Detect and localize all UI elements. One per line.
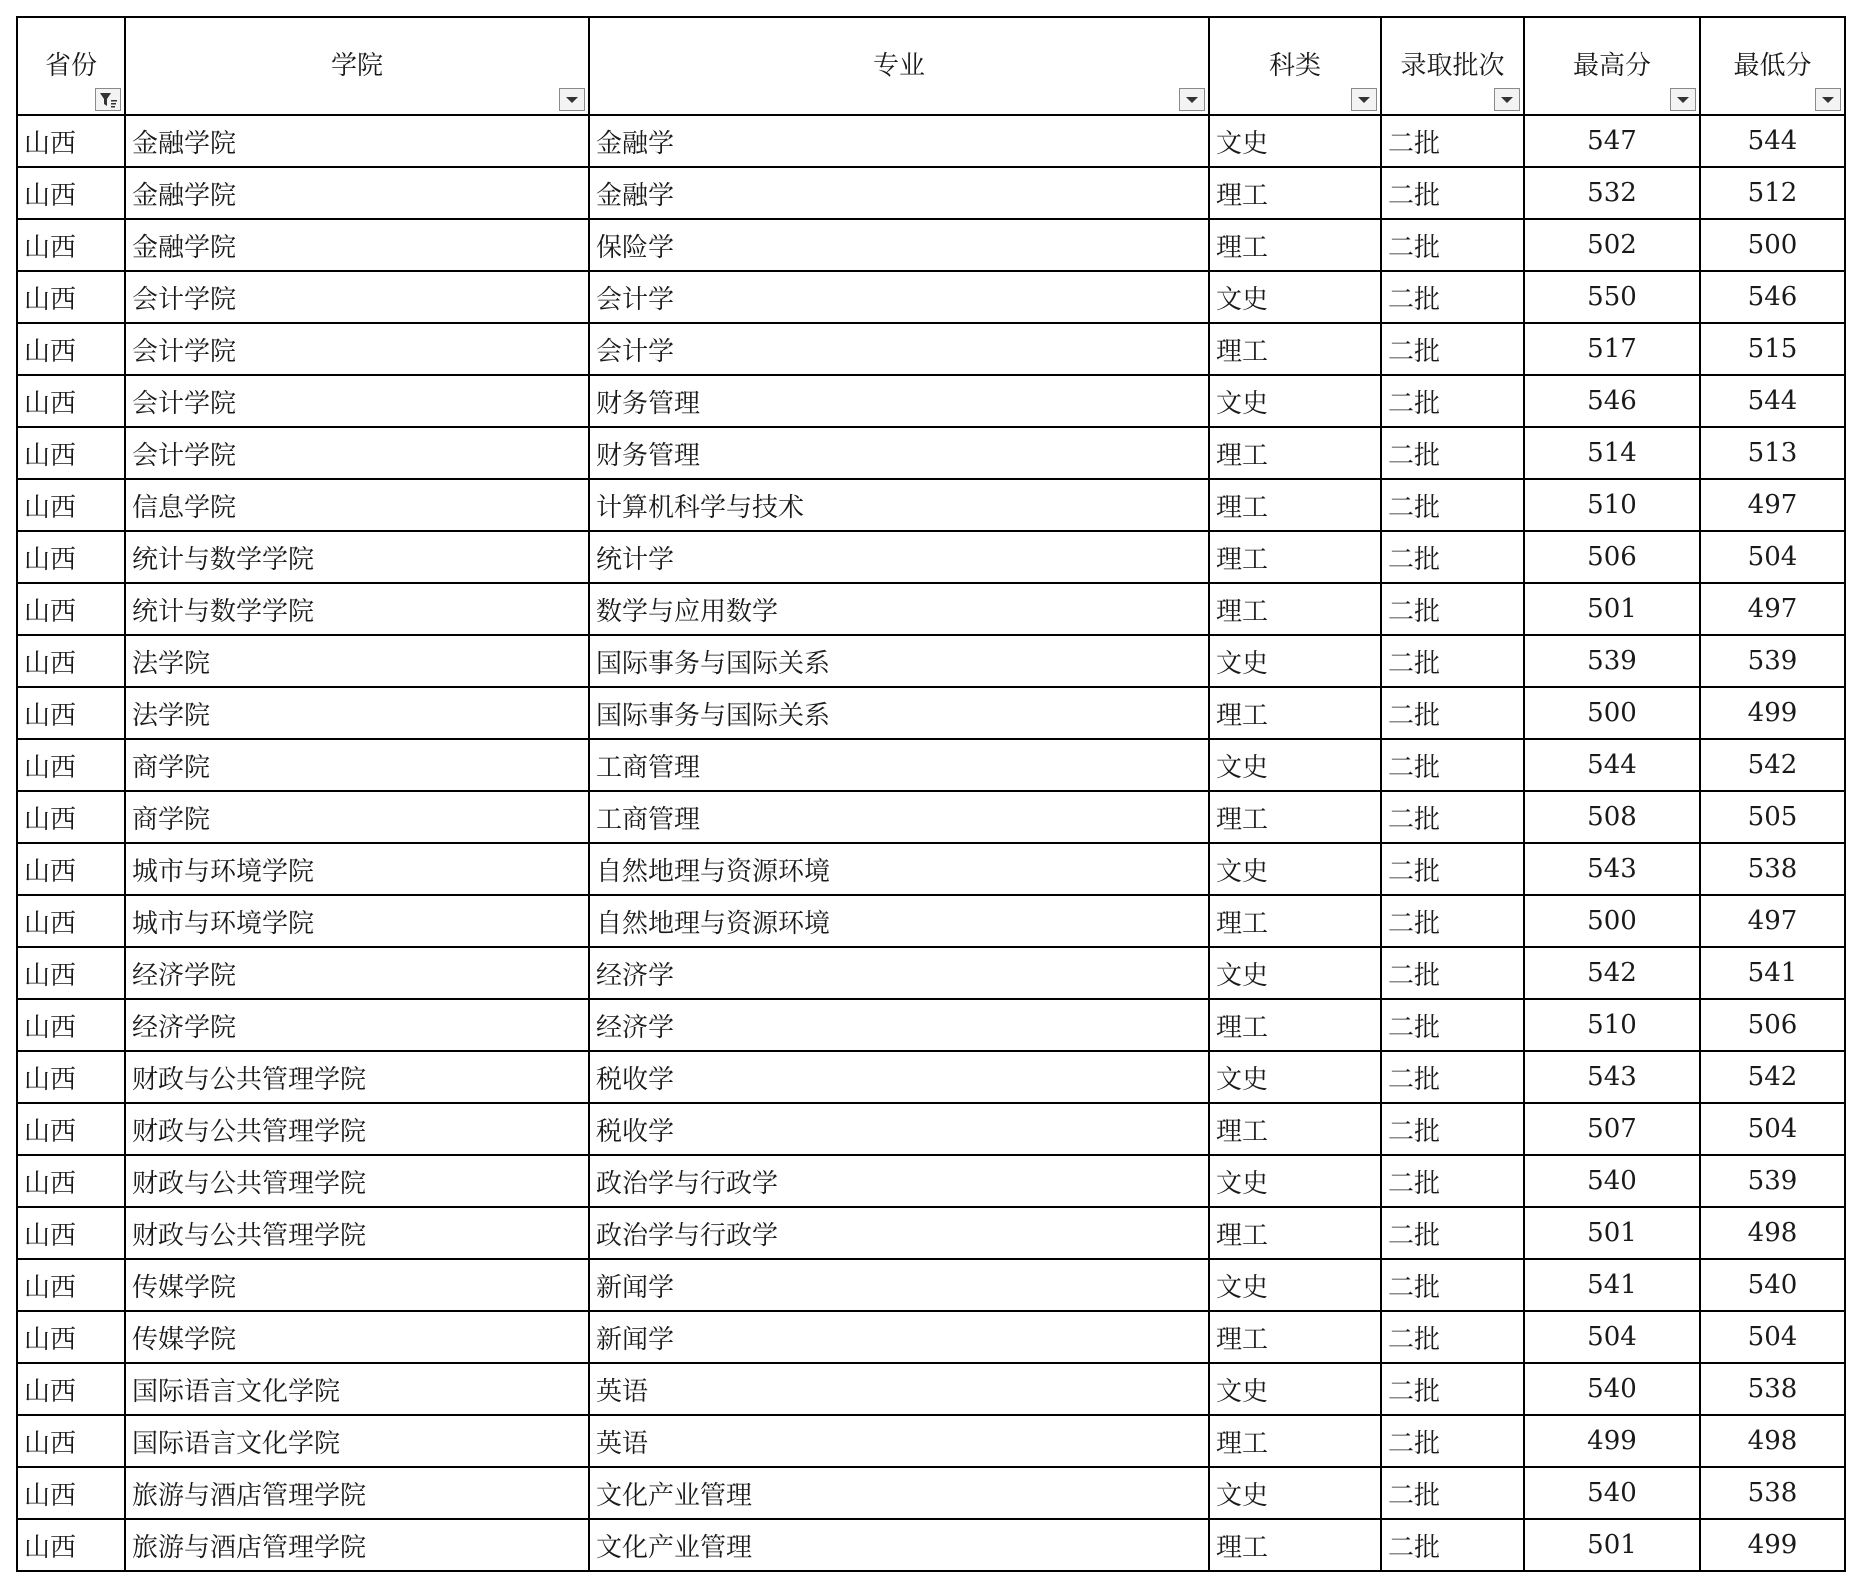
dropdown-arrow-icon (1180, 89, 1204, 110)
dropdown-arrow-icon (560, 89, 584, 110)
cell-min_score[interactable]: 499 (1700, 1519, 1845, 1571)
cell-major[interactable]: 会计学 (589, 271, 1209, 323)
cell-major[interactable]: 财务管理 (589, 427, 1209, 479)
cell-province[interactable]: 山西 (17, 1467, 125, 1519)
table-row (17, 323, 1845, 375)
cell-max_score[interactable]: 501 (1524, 583, 1700, 635)
cell-major[interactable]: 数学与应用数学 (589, 583, 1209, 635)
cell-max_score[interactable]: 510 (1524, 479, 1700, 531)
cell-province[interactable]: 山西 (17, 843, 125, 895)
cell-province[interactable]: 山西 (17, 271, 125, 323)
cell-college[interactable]: 金融学院 (125, 115, 589, 167)
cell-category[interactable]: 文史 (1209, 947, 1381, 999)
cell-max_score[interactable]: 543 (1524, 1051, 1700, 1103)
table-row (17, 1415, 1845, 1467)
cell-major[interactable]: 自然地理与资源环境 (589, 895, 1209, 947)
cell-category[interactable]: 文史 (1209, 1155, 1381, 1207)
cell-min_score[interactable]: 546 (1700, 271, 1845, 323)
cell-min_score[interactable]: 506 (1700, 999, 1845, 1051)
cell-min_score[interactable]: 499 (1700, 687, 1845, 739)
cell-batch[interactable]: 二批 (1381, 687, 1524, 739)
cell-college[interactable]: 财政与公共管理学院 (125, 1051, 589, 1103)
cell-max_score[interactable]: 499 (1524, 1415, 1700, 1467)
cell-min_score[interactable]: 544 (1700, 375, 1845, 427)
cell-category[interactable]: 理工 (1209, 479, 1381, 531)
cell-major[interactable]: 新闻学 (589, 1259, 1209, 1311)
cell-province[interactable]: 山西 (17, 375, 125, 427)
cell-major[interactable]: 新闻学 (589, 1311, 1209, 1363)
cell-min_score[interactable]: 500 (1700, 219, 1845, 271)
table-row (17, 479, 1845, 531)
cell-max_score[interactable]: 532 (1524, 167, 1700, 219)
cell-batch[interactable]: 二批 (1381, 1311, 1524, 1363)
cell-college[interactable]: 法学院 (125, 635, 589, 687)
cell-major[interactable]: 税收学 (589, 1051, 1209, 1103)
cell-major[interactable]: 工商管理 (589, 791, 1209, 843)
cell-max_score[interactable]: 500 (1524, 895, 1700, 947)
cell-batch[interactable]: 二批 (1381, 1519, 1524, 1571)
filter-button-category[interactable] (1351, 88, 1377, 111)
cell-college[interactable]: 金融学院 (125, 167, 589, 219)
column-header-label: 学院 (330, 50, 383, 81)
cell-province[interactable]: 山西 (17, 1207, 125, 1259)
cell-major[interactable]: 经济学 (589, 999, 1209, 1051)
table-row (17, 895, 1845, 947)
cell-province[interactable]: 山西 (17, 1103, 125, 1155)
cell-province[interactable]: 山西 (17, 427, 125, 479)
filter-button-max_score[interactable] (1670, 88, 1696, 111)
cell-major[interactable]: 税收学 (589, 1103, 1209, 1155)
table-row (17, 1051, 1845, 1103)
column-header-label: 科类 (1268, 50, 1321, 81)
table-row (17, 1155, 1845, 1207)
cell-major[interactable]: 工商管理 (589, 739, 1209, 791)
cell-min_score[interactable]: 498 (1700, 1207, 1845, 1259)
cell-max_score[interactable]: 508 (1524, 791, 1700, 843)
cell-min_score[interactable]: 497 (1700, 583, 1845, 635)
cell-batch[interactable]: 二批 (1381, 167, 1524, 219)
cell-max_score[interactable]: 500 (1524, 687, 1700, 739)
cell-category[interactable]: 理工 (1209, 791, 1381, 843)
cell-min_score[interactable]: 538 (1700, 843, 1845, 895)
cell-college[interactable]: 财政与公共管理学院 (125, 1155, 589, 1207)
cell-college[interactable]: 信息学院 (125, 479, 589, 531)
cell-min_score[interactable]: 504 (1700, 1311, 1845, 1363)
column-header-batch (1381, 17, 1524, 115)
cell-min_score[interactable]: 497 (1700, 479, 1845, 531)
cell-batch[interactable]: 二批 (1381, 1467, 1524, 1519)
cell-college[interactable]: 财政与公共管理学院 (125, 1103, 589, 1155)
table-row (17, 739, 1845, 791)
table-row (17, 115, 1845, 167)
cell-max_score[interactable]: 510 (1524, 999, 1700, 1051)
table-row (17, 427, 1845, 479)
cell-max_score[interactable]: 501 (1524, 1519, 1700, 1571)
cell-max_score[interactable]: 506 (1524, 531, 1700, 583)
cell-max_score[interactable]: 547 (1524, 115, 1700, 167)
table-row (17, 947, 1845, 999)
cell-college[interactable]: 统计与数学学院 (125, 531, 589, 583)
filter-button-province[interactable] (95, 88, 121, 111)
column-header-label: 最高分 (1572, 50, 1651, 81)
cell-major[interactable]: 政治学与行政学 (589, 1207, 1209, 1259)
cell-province[interactable]: 山西 (17, 479, 125, 531)
table-row (17, 1467, 1845, 1519)
cell-min_score[interactable]: 540 (1700, 1259, 1845, 1311)
cell-category[interactable]: 文史 (1209, 739, 1381, 791)
column-header-min_score (1700, 17, 1845, 115)
cell-category[interactable]: 理工 (1209, 531, 1381, 583)
cell-max_score[interactable]: 539 (1524, 635, 1700, 687)
cell-category[interactable]: 理工 (1209, 687, 1381, 739)
header-row (17, 17, 1845, 115)
cell-category[interactable]: 理工 (1209, 1103, 1381, 1155)
cell-province[interactable]: 山西 (17, 583, 125, 635)
cell-batch[interactable]: 二批 (1381, 843, 1524, 895)
table-row (17, 687, 1845, 739)
cell-college[interactable]: 经济学院 (125, 999, 589, 1051)
cell-province[interactable]: 山西 (17, 1155, 125, 1207)
column-header-college (125, 17, 589, 115)
cell-batch[interactable]: 二批 (1381, 739, 1524, 791)
cell-college[interactable]: 城市与环境学院 (125, 843, 589, 895)
cell-major[interactable]: 英语 (589, 1363, 1209, 1415)
column-header-label: 省份 (44, 50, 97, 81)
cell-college[interactable]: 国际语言文化学院 (125, 1363, 589, 1415)
cell-min_score[interactable]: 512 (1700, 167, 1845, 219)
cell-category[interactable]: 理工 (1209, 1415, 1381, 1467)
cell-province[interactable]: 山西 (17, 999, 125, 1051)
cell-college[interactable]: 法学院 (125, 687, 589, 739)
dropdown-arrow-icon (1816, 89, 1840, 110)
cell-category[interactable]: 理工 (1209, 167, 1381, 219)
cell-province[interactable]: 山西 (17, 947, 125, 999)
cell-category[interactable]: 理工 (1209, 219, 1381, 271)
filter-button-major[interactable] (1179, 88, 1205, 111)
cell-max_score[interactable]: 502 (1524, 219, 1700, 271)
cell-province[interactable]: 山西 (17, 1051, 125, 1103)
filter-button-batch[interactable] (1494, 88, 1520, 111)
cell-min_score[interactable]: 497 (1700, 895, 1845, 947)
filter-button-college[interactable] (559, 88, 585, 111)
cell-province[interactable]: 山西 (17, 687, 125, 739)
cell-college[interactable]: 会计学院 (125, 427, 589, 479)
cell-major[interactable]: 文化产业管理 (589, 1467, 1209, 1519)
cell-batch[interactable]: 二批 (1381, 1363, 1524, 1415)
dropdown-arrow-icon (1352, 89, 1376, 110)
cell-category[interactable]: 理工 (1209, 323, 1381, 375)
cell-max_score[interactable]: 541 (1524, 1259, 1700, 1311)
cell-min_score[interactable]: 515 (1700, 323, 1845, 375)
cell-category[interactable]: 文史 (1209, 635, 1381, 687)
table-row (17, 219, 1845, 271)
cell-max_score[interactable]: 540 (1524, 1467, 1700, 1519)
cell-batch[interactable]: 二批 (1381, 635, 1524, 687)
cell-batch[interactable]: 二批 (1381, 323, 1524, 375)
filter-button-min_score[interactable] (1815, 88, 1841, 111)
cell-category[interactable]: 理工 (1209, 427, 1381, 479)
cell-max_score[interactable]: 544 (1524, 739, 1700, 791)
table-body (17, 115, 1845, 1571)
cell-max_score[interactable]: 517 (1524, 323, 1700, 375)
cell-category[interactable]: 文史 (1209, 843, 1381, 895)
table-row (17, 1207, 1845, 1259)
cell-college[interactable]: 金融学院 (125, 219, 589, 271)
table-row (17, 167, 1845, 219)
cell-college[interactable]: 城市与环境学院 (125, 895, 589, 947)
cell-category[interactable]: 理工 (1209, 895, 1381, 947)
cell-college[interactable]: 传媒学院 (125, 1259, 589, 1311)
cell-major[interactable]: 金融学 (589, 115, 1209, 167)
cell-max_score[interactable]: 504 (1524, 1311, 1700, 1363)
cell-batch[interactable]: 二批 (1381, 1259, 1524, 1311)
cell-min_score[interactable]: 539 (1700, 1155, 1845, 1207)
column-header-label: 专业 (872, 50, 925, 81)
dropdown-arrow-icon (1671, 89, 1695, 110)
cell-min_score[interactable]: 538 (1700, 1363, 1845, 1415)
cell-college[interactable]: 会计学院 (125, 323, 589, 375)
cell-province[interactable]: 山西 (17, 323, 125, 375)
table-row (17, 843, 1845, 895)
cell-major[interactable]: 英语 (589, 1415, 1209, 1467)
cell-major[interactable]: 国际事务与国际关系 (589, 687, 1209, 739)
cell-category[interactable]: 理工 (1209, 1519, 1381, 1571)
cell-max_score[interactable]: 546 (1524, 375, 1700, 427)
cell-college[interactable]: 传媒学院 (125, 1311, 589, 1363)
cell-max_score[interactable]: 514 (1524, 427, 1700, 479)
cell-min_score[interactable]: 504 (1700, 1103, 1845, 1155)
cell-min_score[interactable]: 538 (1700, 1467, 1845, 1519)
table-row (17, 791, 1845, 843)
cell-batch[interactable]: 二批 (1381, 1155, 1524, 1207)
column-header-category (1209, 17, 1381, 115)
table-row (17, 1311, 1845, 1363)
cell-category[interactable]: 理工 (1209, 999, 1381, 1051)
cell-province[interactable]: 山西 (17, 115, 125, 167)
table-row (17, 999, 1845, 1051)
cell-category[interactable]: 文史 (1209, 1467, 1381, 1519)
cell-min_score[interactable]: 539 (1700, 635, 1845, 687)
cell-batch[interactable]: 二批 (1381, 1207, 1524, 1259)
cell-major[interactable]: 计算机科学与技术 (589, 479, 1209, 531)
cell-province[interactable]: 山西 (17, 1259, 125, 1311)
table-row (17, 531, 1845, 583)
table-row (17, 1103, 1845, 1155)
cell-major[interactable]: 金融学 (589, 167, 1209, 219)
cell-category[interactable]: 理工 (1209, 1207, 1381, 1259)
cell-province[interactable]: 山西 (17, 1519, 125, 1571)
cell-college[interactable]: 商学院 (125, 739, 589, 791)
table-row (17, 1259, 1845, 1311)
cell-min_score[interactable]: 498 (1700, 1415, 1845, 1467)
cell-batch[interactable]: 二批 (1381, 219, 1524, 271)
cell-category[interactable]: 理工 (1209, 583, 1381, 635)
column-header-label: 最低分 (1733, 50, 1812, 81)
cell-major[interactable]: 财务管理 (589, 375, 1209, 427)
cell-college[interactable]: 经济学院 (125, 947, 589, 999)
table-row (17, 583, 1845, 635)
cell-min_score[interactable]: 513 (1700, 427, 1845, 479)
cell-province[interactable]: 山西 (17, 635, 125, 687)
cell-college[interactable]: 旅游与酒店管理学院 (125, 1467, 589, 1519)
cell-max_score[interactable]: 550 (1524, 271, 1700, 323)
cell-max_score[interactable]: 542 (1524, 947, 1700, 999)
cell-province[interactable]: 山西 (17, 739, 125, 791)
cell-min_score[interactable]: 505 (1700, 791, 1845, 843)
cell-category[interactable]: 文史 (1209, 1051, 1381, 1103)
cell-batch[interactable]: 二批 (1381, 1103, 1524, 1155)
cell-batch[interactable]: 二批 (1381, 115, 1524, 167)
cell-province[interactable]: 山西 (17, 167, 125, 219)
cell-batch[interactable]: 二批 (1381, 531, 1524, 583)
table-row (17, 635, 1845, 687)
cell-min_score[interactable]: 542 (1700, 1051, 1845, 1103)
cell-college[interactable]: 统计与数学学院 (125, 583, 589, 635)
cell-major[interactable]: 会计学 (589, 323, 1209, 375)
cell-major[interactable]: 自然地理与资源环境 (589, 843, 1209, 895)
cell-max_score[interactable]: 501 (1524, 1207, 1700, 1259)
column-header-province (17, 17, 125, 115)
cell-college[interactable]: 财政与公共管理学院 (125, 1207, 589, 1259)
column-header-max_score (1524, 17, 1700, 115)
dropdown-arrow-icon (1495, 89, 1519, 110)
cell-province[interactable]: 山西 (17, 895, 125, 947)
admission-scores-table (16, 16, 1846, 1572)
cell-major[interactable]: 保险学 (589, 219, 1209, 271)
cell-college[interactable]: 旅游与酒店管理学院 (125, 1519, 589, 1571)
cell-category[interactable]: 文史 (1209, 115, 1381, 167)
cell-category[interactable]: 文史 (1209, 375, 1381, 427)
table-row (17, 1519, 1845, 1571)
cell-category[interactable]: 文史 (1209, 271, 1381, 323)
cell-max_score[interactable]: 543 (1524, 843, 1700, 895)
cell-batch[interactable]: 二批 (1381, 947, 1524, 999)
cell-min_score[interactable]: 504 (1700, 531, 1845, 583)
cell-batch[interactable]: 二批 (1381, 479, 1524, 531)
cell-category[interactable]: 理工 (1209, 1311, 1381, 1363)
cell-major[interactable]: 政治学与行政学 (589, 1155, 1209, 1207)
cell-batch[interactable]: 二批 (1381, 271, 1524, 323)
column-header-label: 录取批次 (1400, 50, 1505, 81)
cell-college[interactable]: 商学院 (125, 791, 589, 843)
cell-province[interactable]: 山西 (17, 531, 125, 583)
cell-batch[interactable]: 二批 (1381, 999, 1524, 1051)
cell-category[interactable]: 文史 (1209, 1259, 1381, 1311)
table-row (17, 375, 1845, 427)
cell-batch[interactable]: 二批 (1381, 791, 1524, 843)
cell-batch[interactable]: 二批 (1381, 375, 1524, 427)
cell-max_score[interactable]: 540 (1524, 1363, 1700, 1415)
cell-province[interactable]: 山西 (17, 1415, 125, 1467)
cell-batch[interactable]: 二批 (1381, 895, 1524, 947)
cell-major[interactable]: 经济学 (589, 947, 1209, 999)
cell-min_score[interactable]: 541 (1700, 947, 1845, 999)
table-row (17, 1363, 1845, 1415)
cell-category[interactable]: 文史 (1209, 1363, 1381, 1415)
cell-max_score[interactable]: 507 (1524, 1103, 1700, 1155)
cell-max_score[interactable]: 540 (1524, 1155, 1700, 1207)
cell-batch[interactable]: 二批 (1381, 427, 1524, 479)
cell-major[interactable]: 统计学 (589, 531, 1209, 583)
cell-major[interactable]: 国际事务与国际关系 (589, 635, 1209, 687)
column-header-major (589, 17, 1209, 115)
cell-province[interactable]: 山西 (17, 1363, 125, 1415)
cell-min_score[interactable]: 544 (1700, 115, 1845, 167)
cell-major[interactable]: 文化产业管理 (589, 1519, 1209, 1571)
filter-applied-icon (96, 89, 120, 110)
cell-college[interactable]: 会计学院 (125, 271, 589, 323)
cell-batch[interactable]: 二批 (1381, 583, 1524, 635)
cell-batch[interactable]: 二批 (1381, 1051, 1524, 1103)
cell-college[interactable]: 会计学院 (125, 375, 589, 427)
cell-min_score[interactable]: 542 (1700, 739, 1845, 791)
cell-province[interactable]: 山西 (17, 791, 125, 843)
cell-province[interactable]: 山西 (17, 219, 125, 271)
cell-province[interactable]: 山西 (17, 1311, 125, 1363)
cell-college[interactable]: 国际语言文化学院 (125, 1415, 589, 1467)
table-row (17, 271, 1845, 323)
cell-batch[interactable]: 二批 (1381, 1415, 1524, 1467)
